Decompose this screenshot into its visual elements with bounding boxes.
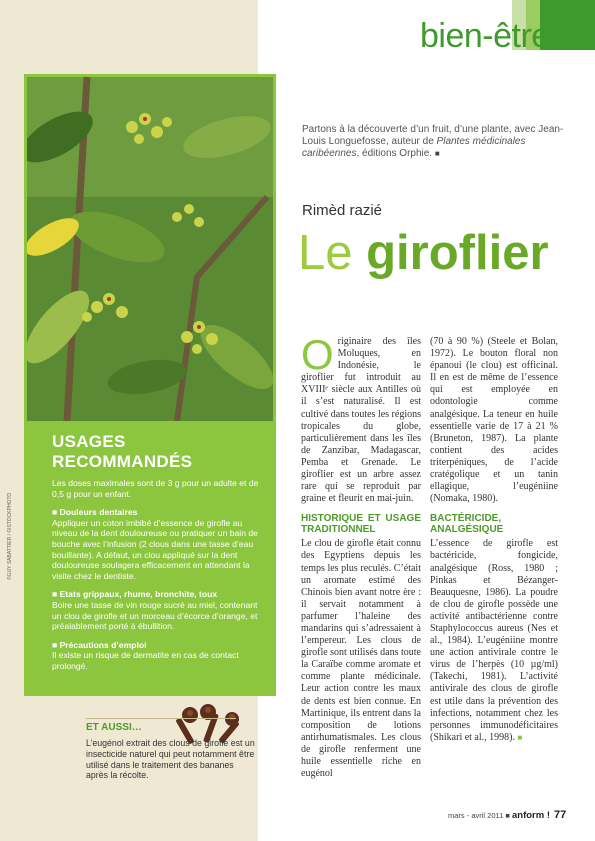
usage-text: Il existe un risque de dermatite en cas de contact prolongé. bbox=[52, 650, 239, 671]
usage-text: Appliquer un coton imbibé d’essence de girofle au niveau de la dent douloureuse ou pratiquer un bain de bouche avec l’infusion (2 clous dans une tasse d’eau bouillante). A défaut, un clou appliqué sur la dent douloureuse soulagera efficacement en attendant la visite chez le dentiste. bbox=[52, 517, 258, 581]
page-title bbox=[298, 224, 549, 282]
usage-heading: ■ Etats grippaux, rhume, bronchite, toux bbox=[52, 589, 218, 600]
usages-box bbox=[24, 424, 276, 696]
article-paragraph bbox=[301, 331, 421, 505]
et-aussi-title: ET AUSSI… bbox=[86, 722, 142, 733]
usages-intro: Les doses maximales sont de 3 g pour un adulte et de 0,5 g pour un enfant. bbox=[52, 478, 259, 499]
intro-text bbox=[302, 124, 577, 160]
article-subheading: BACTÉRICIDE, ANALGÉSIQUE bbox=[430, 513, 504, 536]
kicker: Rimèd razié bbox=[302, 202, 383, 219]
intro-text-part: Partons à la découverte d’un fruit, d’une plante, avec Jean-Louis Longuefosse, auteur de bbox=[302, 124, 564, 147]
usage-text: Boire une tasse de vin rouge sucré au miel, contenant un clou de girofle et un morceau d’écorce d’orange, et préalablement porté à ébullition. bbox=[52, 599, 258, 632]
intro-text-part: , éditions Orphie. bbox=[356, 148, 433, 159]
clove-tree-illustration bbox=[27, 77, 273, 421]
article-column-1 bbox=[301, 331, 421, 780]
article-text: L’essence de girofle est bactéricide, fongicide, analgésique (Ross, 1980 ; Pinkas et Bézanger-Beauquesne, 1986). La poudre de clou de girofle possède une activité antibactérienne contre Staphylococcus aureus (Nes et al., 1984). L’eugéniine montre une action antivirale contre le virus de l’herpès (10 µg/ml) (Takechi, 1981). L’activité antivirale des clous de girofle est utile dans la prévention des infections, notamment chez les personnes immunodéficitaires (Shikari et al., 1998). bbox=[430, 538, 558, 743]
photo-credit: ©GUY SABATTIER / ©ISTOCKPHOTO bbox=[7, 492, 13, 580]
article-paragraph: (70 à 90 %) (Steele et Bolan, 1972). Le bouton floral non épanoui (le clou) est officinal. Il en est de même de l’essence qui est employée en odontologie comme analgésique. La teneur en huile essentielle varie de 17 à 21 % (Bruneton, 1987). La plante contient des acides triterpéniques, de l’acide cratégolique et un tanin ellagique, l’eugéniine (Nomaka, 1980). bbox=[430, 336, 558, 505]
title-light: Le bbox=[298, 226, 367, 280]
clove-tree-photo bbox=[24, 74, 276, 424]
article-subheading: HISTORIQUE ET USAGE TRADITIONNEL bbox=[301, 513, 421, 536]
end-square-icon: ■ bbox=[434, 149, 440, 158]
usage-heading: ■ Précautions d’emploi bbox=[52, 639, 147, 650]
article-paragraph: Le clou de girofle était connu des Egyptiens depuis les temps les plus reculés. C’était un aromate estimé des Chinois bien avant notre ère : il servait notamment à parfumer l’haleine des mandarins qui s’adressaient à l’empereur. Les clous de girofle sont utilisés dans toute la Caraïbe comme aromate et comme plante médicinale. Leur action contre les maux de dents est bien connue. En Martinique, ils entrent dans la composition de lotions antirhumatismales. Les clous de girofle renferment une huile essentielle riche en eugénol bbox=[301, 538, 421, 780]
article-paragraph bbox=[430, 538, 558, 744]
et-aussi-text: L’eugénol extrait des clous de girofle est un insecticide naturel qui peut notamment être utilisé dans le traitement des bananes après la récolte. bbox=[86, 738, 255, 781]
divider bbox=[86, 718, 236, 719]
section-title: bien-être bbox=[420, 17, 550, 55]
page-footer: mars - avril 2011 ■ anform ! 77 bbox=[448, 809, 567, 821]
book-title: Plantes médicinales caribéennes bbox=[302, 136, 526, 159]
issue-date: mars - avril 2011 bbox=[448, 811, 504, 820]
article-text: riginaire des îles Moluques, en Indonésie, le giroflier fut introduit au XVIIIᵉ siècle aux Antilles où il s’est naturalisé. Il est cultivé dans toutes les régions tropicales du globe, particulièrement dans les îles de Zanzibar, Madagascar, Pemba et Grenade. Le giroflier est un arbre assez rare qui se reproduit par graine et fleurit en mai-juin. bbox=[301, 336, 421, 505]
usages-title: USAGES RECOMMANDÉS bbox=[52, 432, 193, 471]
end-square-icon: ■ bbox=[517, 732, 523, 742]
magazine-name: anform ! bbox=[512, 810, 550, 821]
page-number: 77 bbox=[554, 809, 567, 821]
dropcap: O bbox=[301, 331, 334, 378]
title-bold: giroflier bbox=[366, 226, 549, 280]
usage-heading: ■ Douleurs dentaires bbox=[52, 507, 138, 518]
et-aussi-box bbox=[86, 722, 258, 781]
article-column-2 bbox=[430, 336, 558, 744]
